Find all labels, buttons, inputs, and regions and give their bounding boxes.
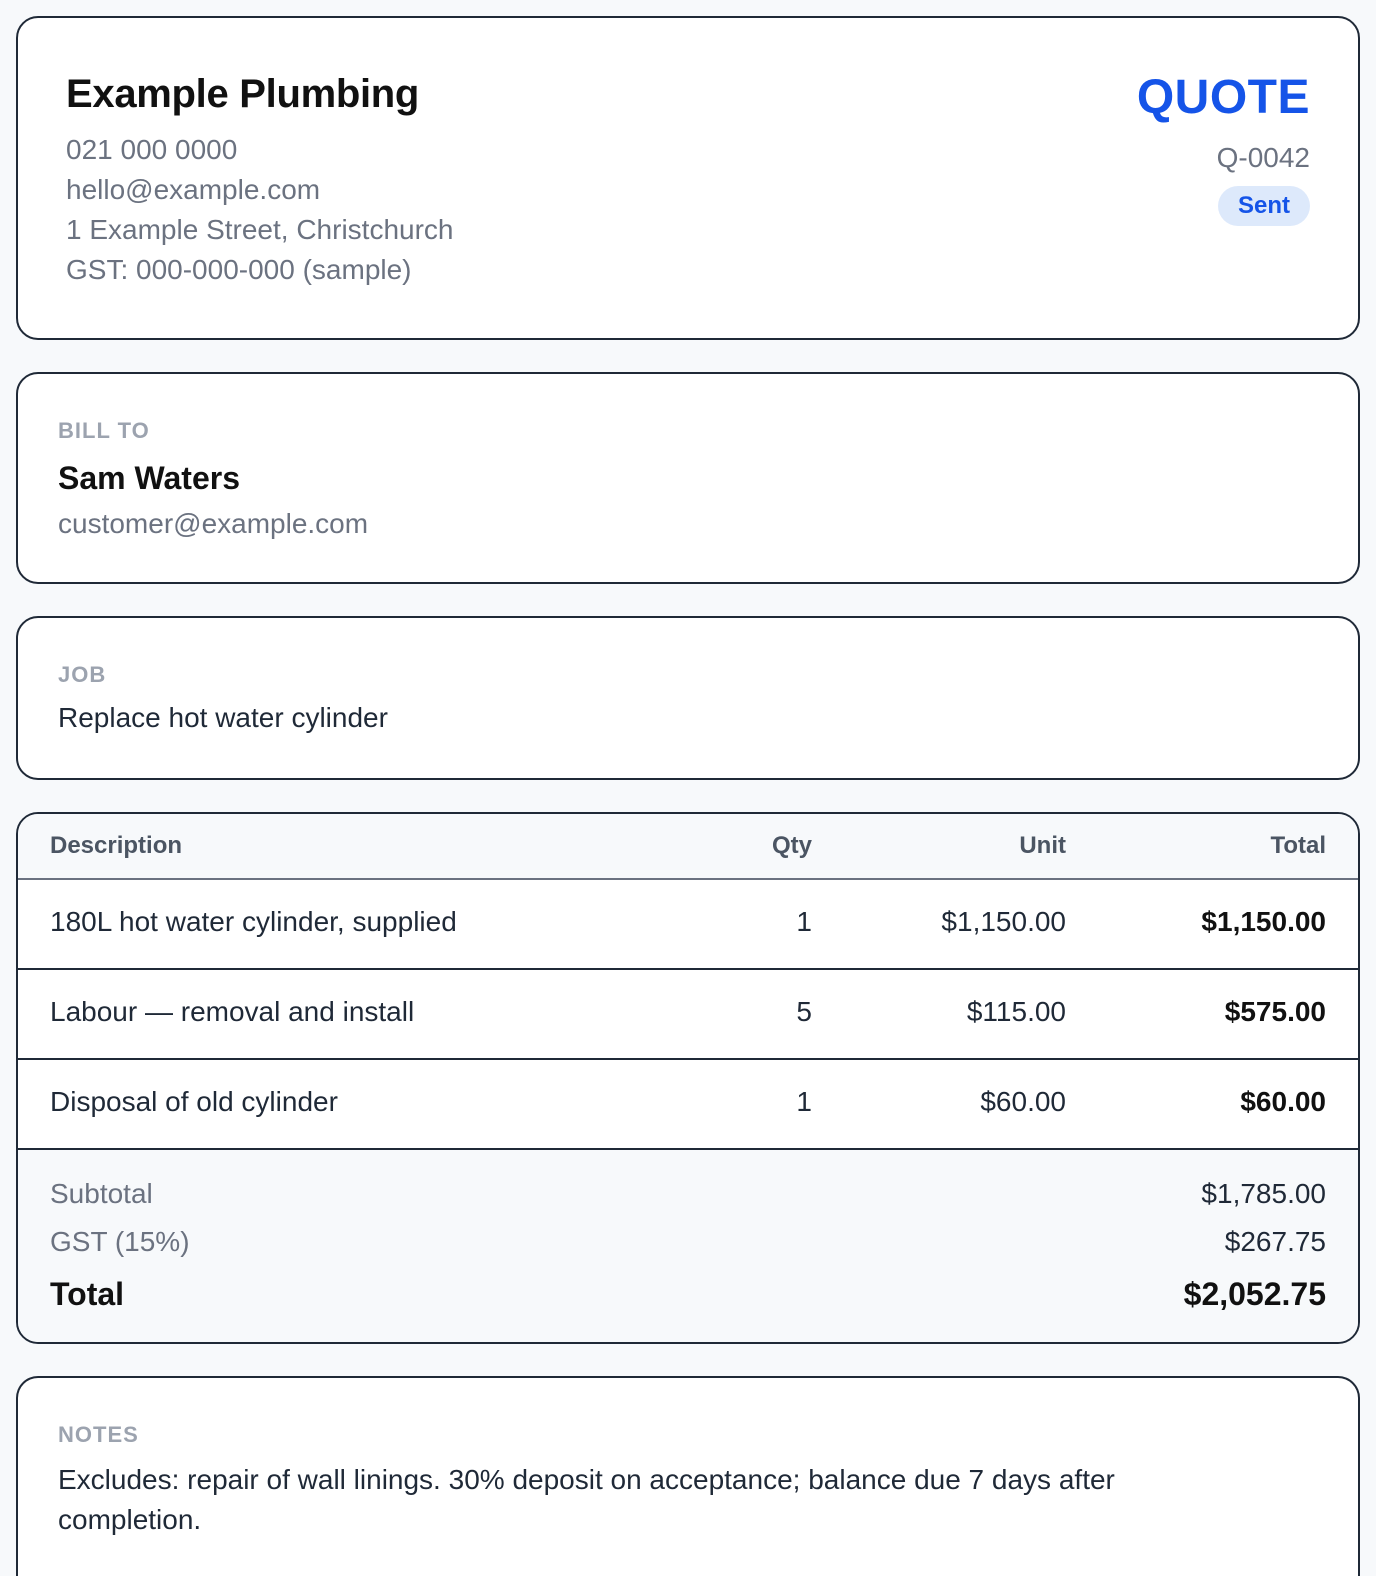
item-total: $1,150.00 [1201,906,1326,937]
job-label: JOB [58,662,107,687]
header-unit: Unit [1019,832,1066,859]
business-address: 1 Example Street, Christchurch [66,214,454,245]
grand-total-value: $2,052.75 [1183,1276,1326,1312]
item-total: $60.00 [1240,1086,1326,1117]
header-total: Total [1270,832,1326,859]
table-row [18,1060,1358,1150]
customer-email: customer@example.com [58,508,369,539]
item-total: $575.00 [1224,996,1326,1027]
table-row [18,880,1358,970]
business-name: Example Plumbing [66,72,420,116]
gst-value: $267.75 [1224,1226,1326,1257]
header-description: Description [50,832,183,859]
job-card [16,616,1360,780]
table-row [18,970,1358,1060]
gst-label: GST (15%) [50,1226,190,1257]
job-description: Replace hot water cylinder [58,702,388,733]
item-unit-price: $115.00 [966,996,1066,1027]
document-type-title: QUOTE [1136,71,1310,124]
customer-name: Sam Waters [58,460,240,496]
item-qty: 1 [796,1086,812,1117]
business-phone: 021 000 0000 [66,134,238,165]
item-description: 180L hot water cylinder, supplied [50,906,457,937]
item-unit-price: $1,150.00 [941,906,1066,937]
document-number: Q-0042 [1216,142,1310,173]
bill-to-label: BILL TO [58,418,150,443]
bill-to-card [16,372,1360,584]
table-header [18,814,1358,880]
business-email: hello@example.com [66,174,321,205]
item-description: Disposal of old cylinder [50,1086,338,1117]
business-header-card [16,16,1360,340]
status-badge: Sent [1218,186,1310,226]
item-qty: 1 [796,906,812,937]
grand-total-label: Total [50,1276,125,1312]
item-description: Labour — removal and install [50,996,415,1027]
header-qty: Qty [771,832,812,859]
item-qty: 5 [796,996,812,1027]
subtotal-label: Subtotal [50,1178,153,1209]
notes-card [16,1376,1360,1576]
business-gst: GST: 000-000-000 (sample) [66,254,412,285]
notes-text: Excludes: repair of wall linings. 30% deposit on acceptance; balance due 7 days after completion. [58,1464,1115,1535]
notes-label: NOTES [58,1422,139,1447]
totals-summary [18,1150,1358,1344]
line-items-card [16,812,1360,1344]
subtotal-value: $1,785.00 [1201,1178,1326,1209]
item-unit-price: $60.00 [980,1086,1066,1117]
